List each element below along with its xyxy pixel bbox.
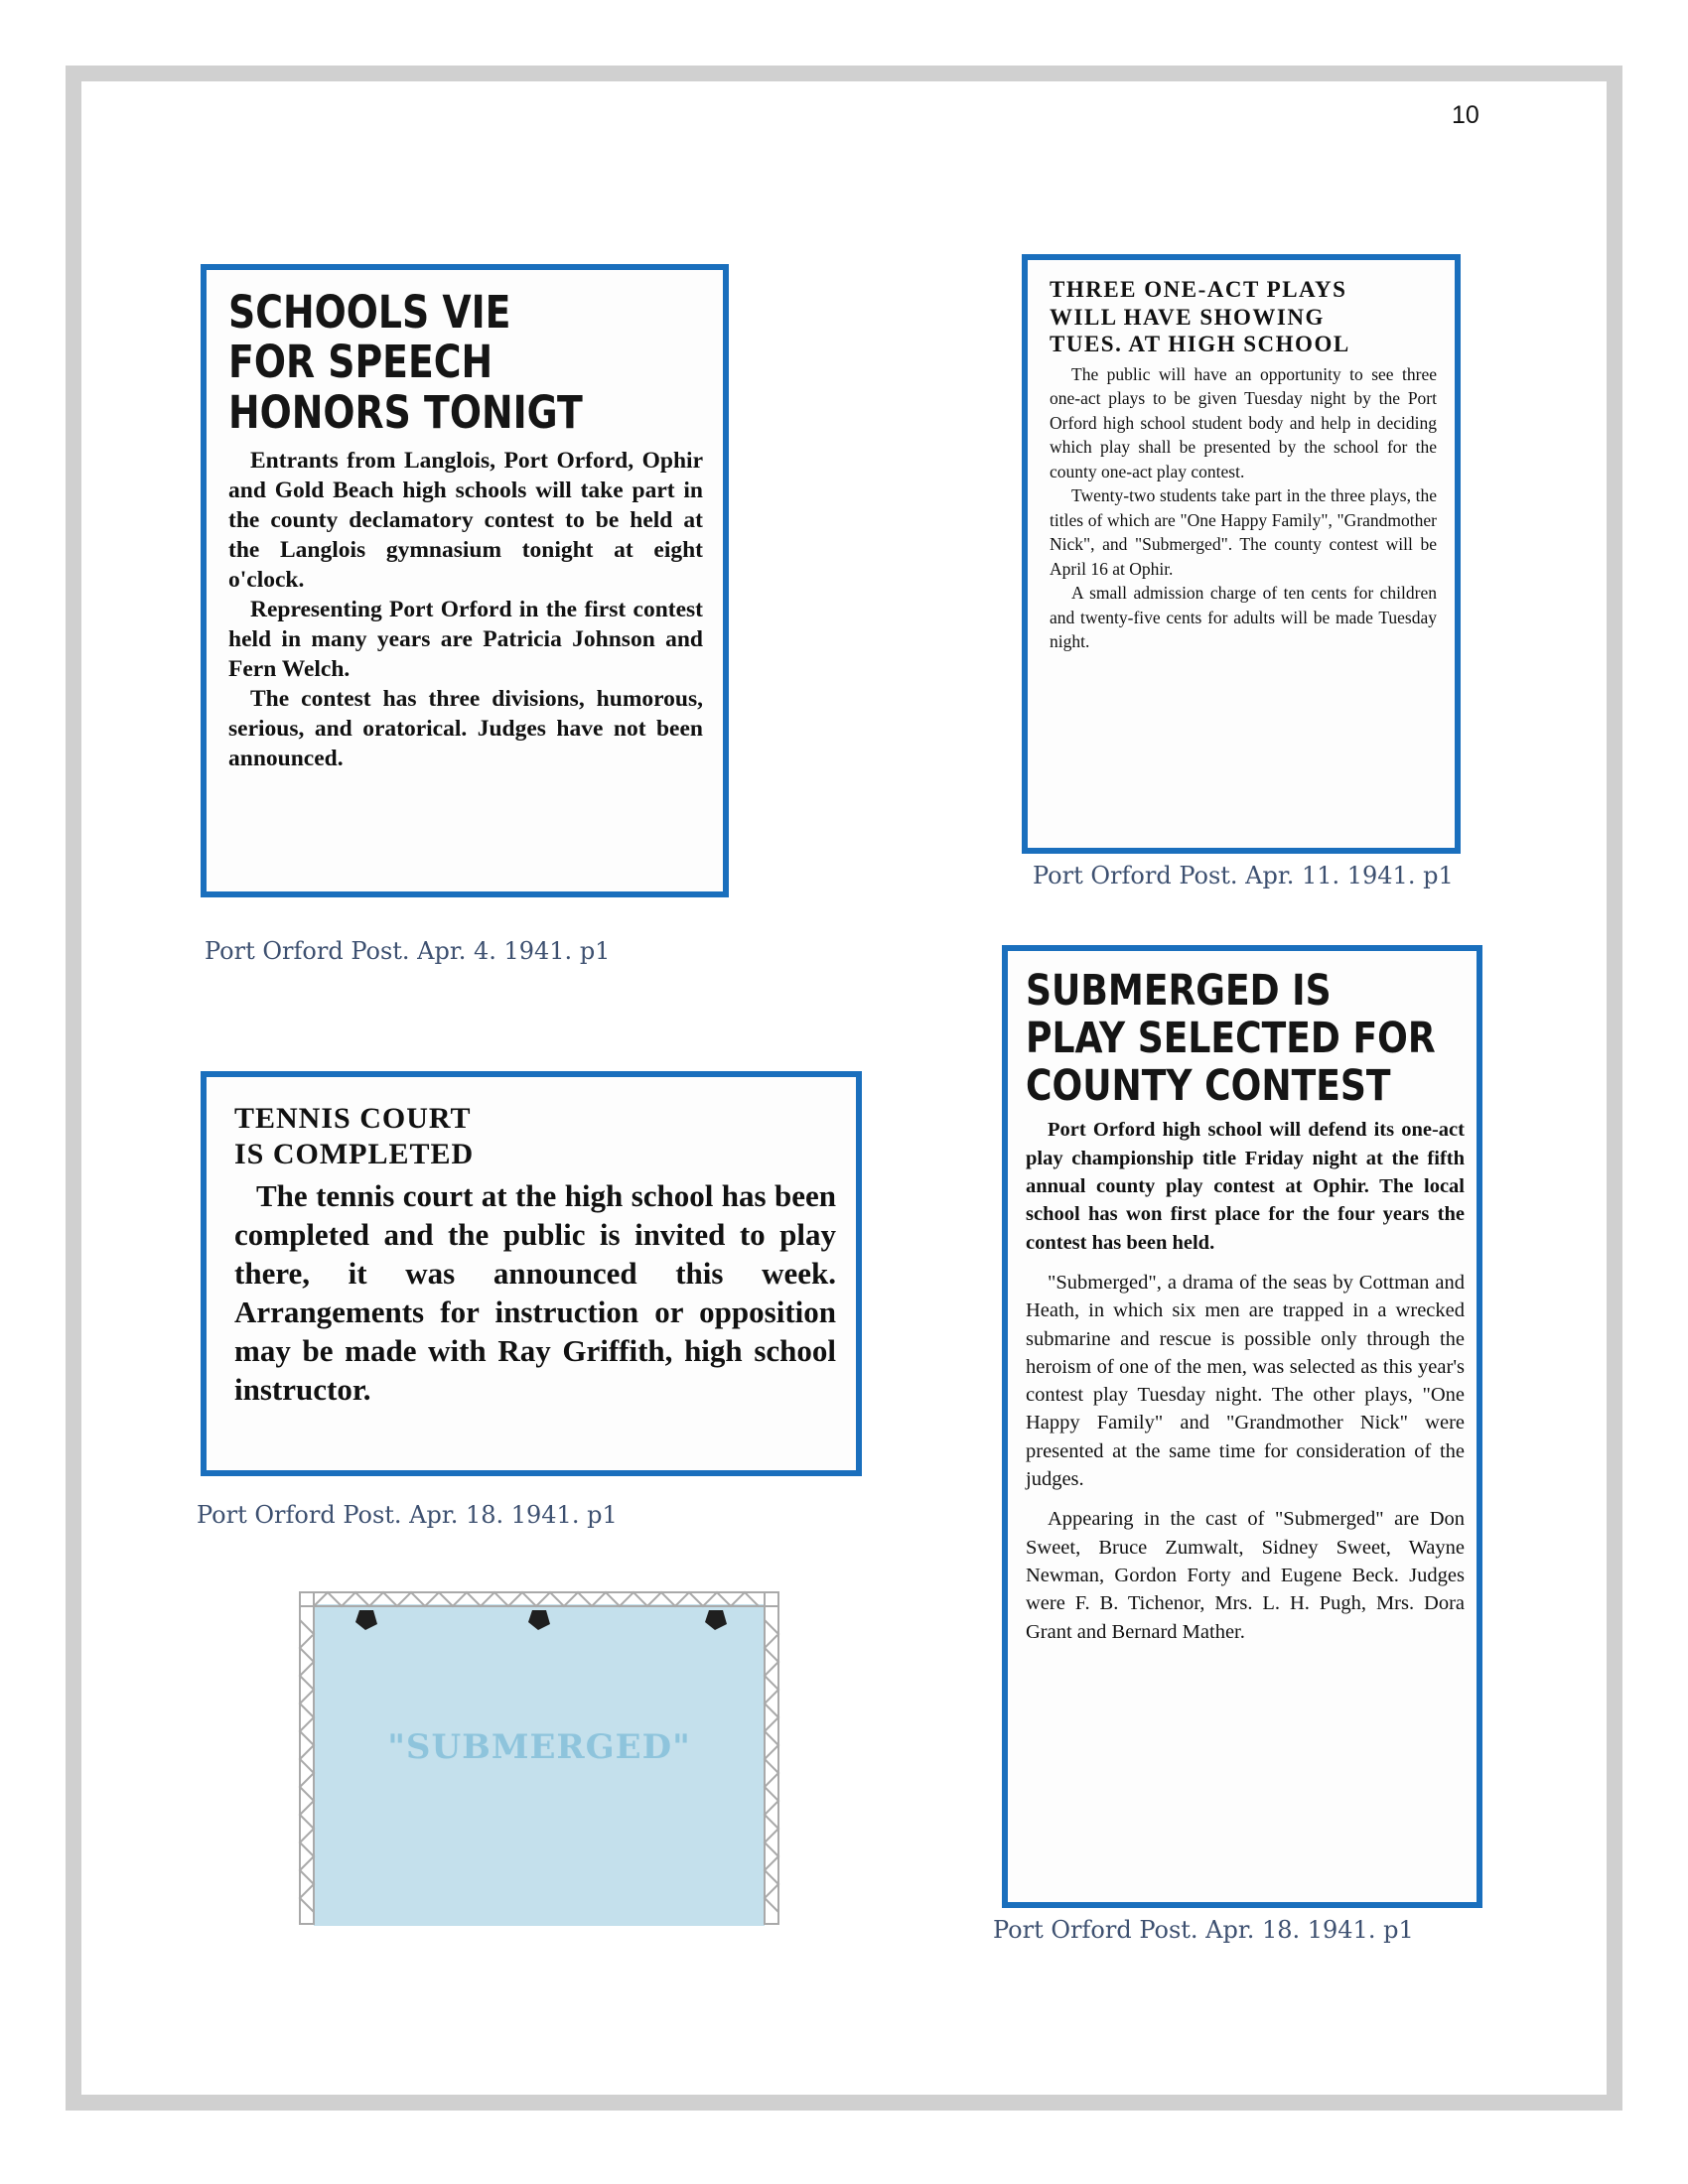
paragraph: The tennis court at the high school has been completed and the public is invited to play there, it was announced this week. Arrangements for instruction or opposition may be made with Ray Griffith, high school instructor.: [234, 1178, 836, 1407]
stage-graphic: [298, 1590, 780, 1926]
clipping-headline: [234, 1101, 836, 1172]
headline-line: THREE ONE-ACT PLAYS: [1050, 277, 1347, 302]
caption-clipping-2: Port Orford Post. Apr. 11. 1941. p1: [1033, 862, 1454, 889]
paragraph: Representing Port Orford in the first contest held in many years are Patricia Johnson and Fern Welch.: [228, 597, 703, 683]
clipping-submerged-is-play-selected: [1002, 945, 1482, 1908]
headline-line: COUNTY CONTEST: [1026, 1061, 1391, 1112]
clipping-body: [1026, 1116, 1465, 1645]
clipping-body: [234, 1176, 836, 1409]
paragraph: A small admission charge of ten cents for children and twenty-five cents for adults will be made Tuesday night.: [1050, 583, 1437, 652]
caption-clipping-3: Port Orford Post. Apr. 18. 1941. p1: [197, 1501, 618, 1529]
clipping-schools-vie: [201, 264, 729, 897]
headline-line: TENNIS COURT: [234, 1102, 472, 1135]
paragraph: Twenty-two students take part in the three plays, the titles of which are "One Happy Family", "Grandmother Nick", and "Submerged". The county contest will be April 16 at Ophir.: [1050, 485, 1437, 579]
paragraph: Appearing in the cast of "Submerged" are Don Sweet, Bruce Zumwalt, Sidney Sweet, Wayne Newman, Gordon Forty and Eugene Beck. Judges were F. B. Tichenor, Mrs. L. H. Pugh, Mrs. Dora Grant and Bernard Mather.: [1026, 1508, 1465, 1643]
caption-clipping-4: Port Orford Post. Apr. 18. 1941. p1: [993, 1916, 1414, 1944]
paragraph: Entrants from Langlois, Port Orford, Ophir and Gold Beach high schools will take part in the county declamatory contest to be held at the Langlois gymnasium tonight at eight o'clock.: [228, 448, 703, 594]
clipping-tennis-court: [201, 1071, 862, 1476]
headline-line: SCHOOLS VIE: [228, 286, 511, 339]
paragraph: "Submerged", a drama of the seas by Cottman and Heath, in which six men are trapped in a wrecked submarine and rescue is possible only through the heroism of one of the men, was selected as this year's contest play Tuesday night. The other plays, "One Happy Family" and "Grandmother Nick" were presented at the same time for consideration of the judges.: [1026, 1271, 1465, 1491]
headline-line: WILL HAVE SHOWING: [1050, 304, 1325, 330]
paragraph: The public will have an opportunity to see three one-act plays to be given Tuesday night by the Port Orford high school student body and help in deciding which play shall be presented by the school for the county one-act play contest.: [1050, 363, 1437, 481]
clipping-body: [228, 446, 703, 773]
stage-label: "SUBMERGED": [387, 1727, 691, 1767]
clipping-three-one-act-plays: [1022, 254, 1461, 854]
headline-line: TUES. AT HIGH SCHOOL: [1050, 332, 1350, 357]
page-number: 10: [1452, 101, 1479, 129]
clipping-headline: [1026, 967, 1465, 1110]
headline-line: HONORS TONIGT: [228, 385, 583, 439]
clipping-headline: [228, 288, 703, 438]
headline-line: IS COMPLETED: [234, 1138, 475, 1170]
headline-line: PLAY SELECTED FOR: [1026, 1014, 1436, 1064]
clipping-headline: [1050, 276, 1437, 358]
headline-line: FOR SPEECH: [228, 336, 493, 389]
headline-line: SUBMERGED IS: [1026, 966, 1332, 1016]
caption-clipping-1: Port Orford Post. Apr. 4. 1941. p1: [205, 937, 611, 965]
clipping-body: [1050, 362, 1437, 654]
paragraph: The contest has three divisions, humorous, serious, and oratorical. Judges have not been announced.: [228, 686, 703, 772]
paragraph: Port Orford high school will defend its one-act play championship title Friday night at the fifth annual county play contest at Ophir. The local school has won first place for the four years the contest has been held.: [1026, 1119, 1465, 1254]
